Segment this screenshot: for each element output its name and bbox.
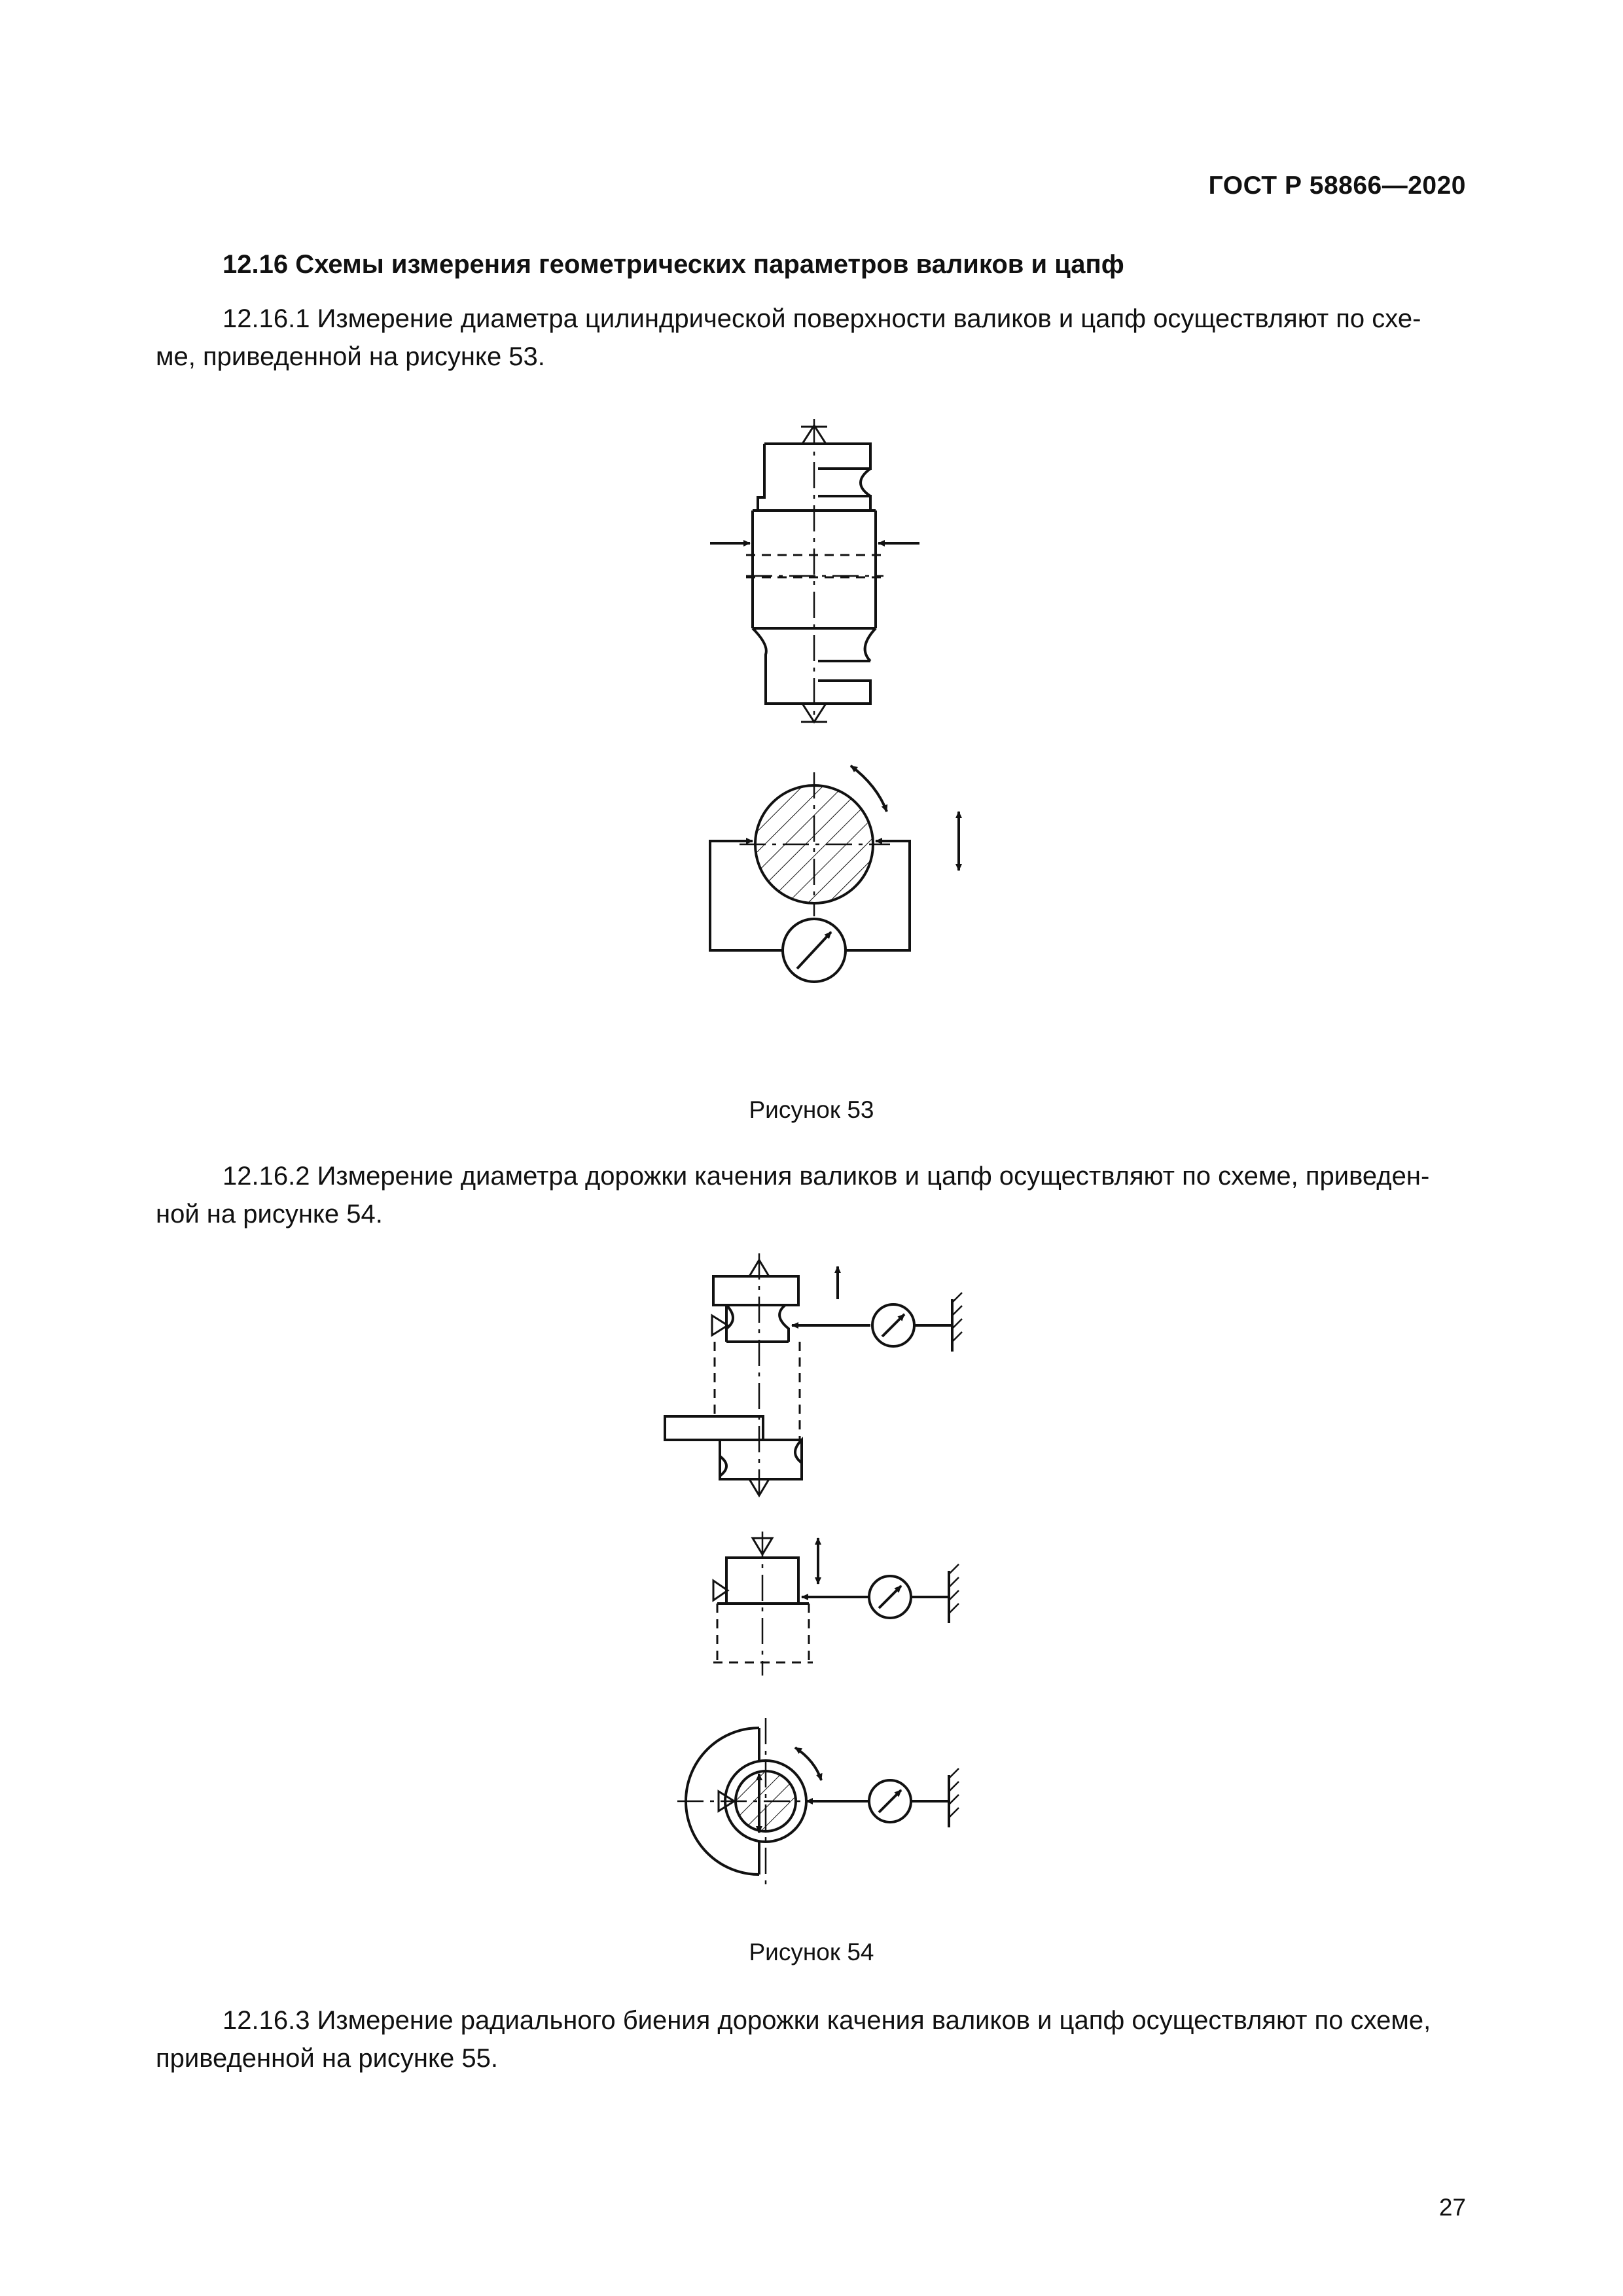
paragraph-line: 12.16.3 Измерение радиального биения дорожки качения валиков и цапф осуществляют по схеме, — [223, 2006, 1431, 2035]
paragraph-line: 12.16.1 Измерение диаметра цилиндрической поверхности валиков и цапф осуществляют по схе- — [223, 304, 1421, 333]
paragraph-line: ной на рисунке 54. — [156, 1200, 383, 1229]
page-number: 27 — [1438, 2194, 1466, 2221]
paragraph-12-16-3 — [156, 2001, 1471, 2077]
document-code: ГОСТ Р 58866—2020 — [1208, 171, 1466, 200]
figure-54-caption: Рисунок 54 — [749, 1939, 874, 1965]
rotation-arrow-icon — [795, 1748, 821, 1780]
paragraph-line: 12.16.2 Измерение диаметра дорожки качения валиков и цапф осуществляют по схеме, приведен- — [223, 1162, 1430, 1191]
figure-53-caption: Рисунок 53 — [749, 1096, 874, 1123]
paragraph-line: ме, приведенной на рисунке 53. — [156, 342, 545, 371]
section-heading: 12.16 Схемы измерения геометрических параметров валиков и цапф — [223, 250, 1124, 279]
shaft-view-a — [665, 1253, 802, 1499]
paragraph-line: приведенной на рисунке 55. — [156, 2044, 498, 2073]
shaft-view-b — [713, 1532, 813, 1676]
